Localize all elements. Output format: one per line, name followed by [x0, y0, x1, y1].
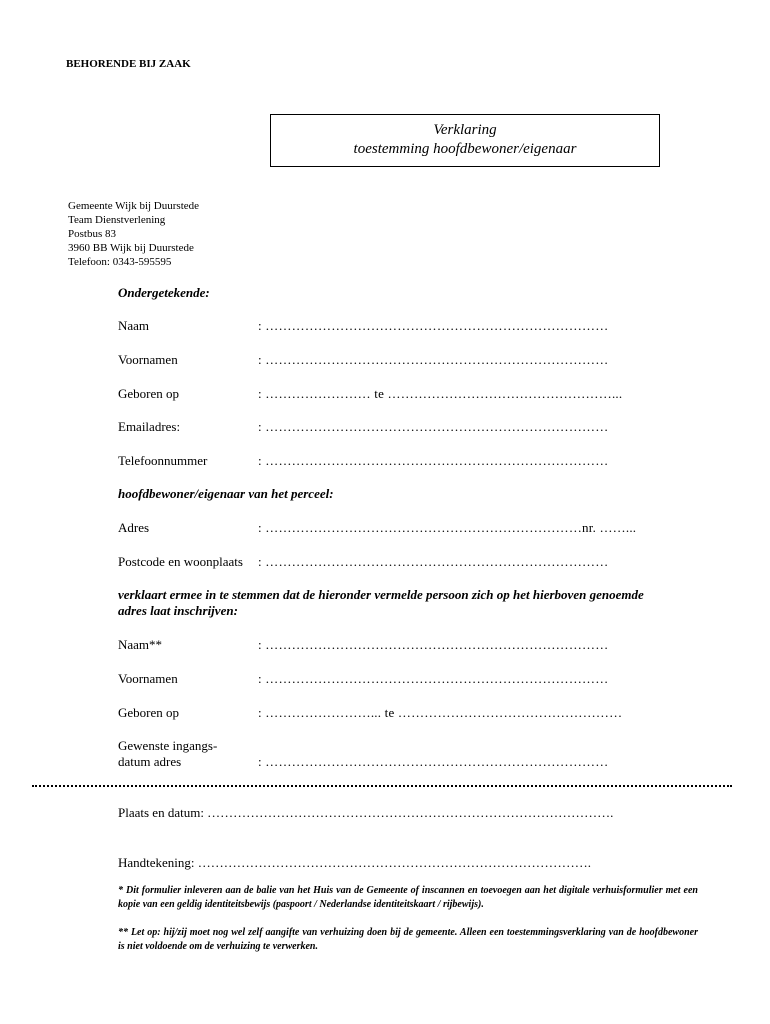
start-date-field[interactable]: : …………………………………………………………………… [258, 754, 609, 769]
municipality-address [68, 199, 199, 269]
name-field[interactable]: : …………………………………………………………………… [258, 318, 609, 333]
new-resident-first-names-field[interactable]: : …………………………………………………………………… [258, 671, 609, 686]
signature-field[interactable]: Handtekening: ………………………………………………………………………………. [118, 855, 592, 870]
title-line-2: toestemming hoofdbewoner/eigenaar [353, 141, 577, 157]
address-line: Gemeente Wijk bij Duurstede [68, 200, 200, 212]
new-resident-name-field[interactable]: : …………………………………………………………………… [258, 637, 609, 652]
birth-field[interactable]: : …………………… te ……………………………………………... [258, 386, 623, 401]
first-names-field[interactable]: : …………………………………………………………………… [258, 352, 609, 367]
email-field[interactable]: : …………………………………………………………………… [258, 419, 609, 434]
field-label: Naam** [118, 637, 163, 652]
section-heading-undersigned: Ondergetekende: [118, 285, 210, 300]
case-label: BEHORENDE BIJ ZAAK [66, 58, 191, 70]
address-line: 3960 BB Wijk bij Duurstede [68, 242, 194, 254]
address-line: Postbus 83 [68, 228, 116, 240]
field-label: Geboren op [118, 386, 180, 401]
address-line: Team Dienstverlening [68, 214, 166, 226]
dotted-divider [32, 785, 732, 787]
place-date-field[interactable]: Plaats en datum: …………………………………………………………………………………. [118, 805, 614, 820]
title-line-1: Verklaring [433, 122, 497, 138]
field-label: Voornamen [118, 671, 178, 686]
field-label: datum adres [118, 754, 182, 769]
section-heading-declaration-2: adres laat inschrijven: [118, 603, 238, 618]
phone-field[interactable]: : …………………………………………………………………… [258, 453, 609, 468]
field-label: Postcode en woonplaats [118, 554, 243, 569]
title-box [270, 114, 660, 167]
field-label: Telefoonnummer [118, 453, 208, 468]
note-submission: * Dit formulier inleveren aan de balie van het Huis van de Gemeente of inscannen en toevoegen aan het digitale verhuisformulier met een kopie van een geldig identiteitsbewijs (paspoort / Nederlandse identiteitskaart / rijbewijs). [118, 885, 698, 910]
field-label: Geboren op [118, 705, 180, 720]
note-registration: ** Let op: hij/zij moet nog wel zelf aangifte van verhuizing doen bij de gemeente. Alleen een toestemmingsverklaring van de hoofdbewoner is niet voldoende om de verhuizing te verwerken. [118, 927, 698, 952]
section-heading-declaration: verklaart ermee in te stemmen dat de hieronder vermelde persoon zich op het hierboven genoemde [118, 587, 644, 602]
field-label: Adres [118, 520, 150, 535]
field-label: Emailadres: [118, 419, 181, 434]
address-field[interactable]: : ………………………………………………………………nr. ……... [258, 520, 637, 535]
field-label: Gewenste ingangs- [118, 738, 218, 753]
field-label: Naam [118, 318, 150, 333]
postcode-city-field[interactable]: : …………………………………………………………………… [258, 554, 609, 569]
address-line: Telefoon: 0343-595595 [68, 256, 172, 268]
section-heading-owner: hoofdbewoner/eigenaar van het perceel: [118, 486, 334, 501]
field-label: Voornamen [118, 352, 178, 367]
new-resident-birth-field[interactable]: : ……………………... te …………………………………………… [258, 705, 623, 720]
